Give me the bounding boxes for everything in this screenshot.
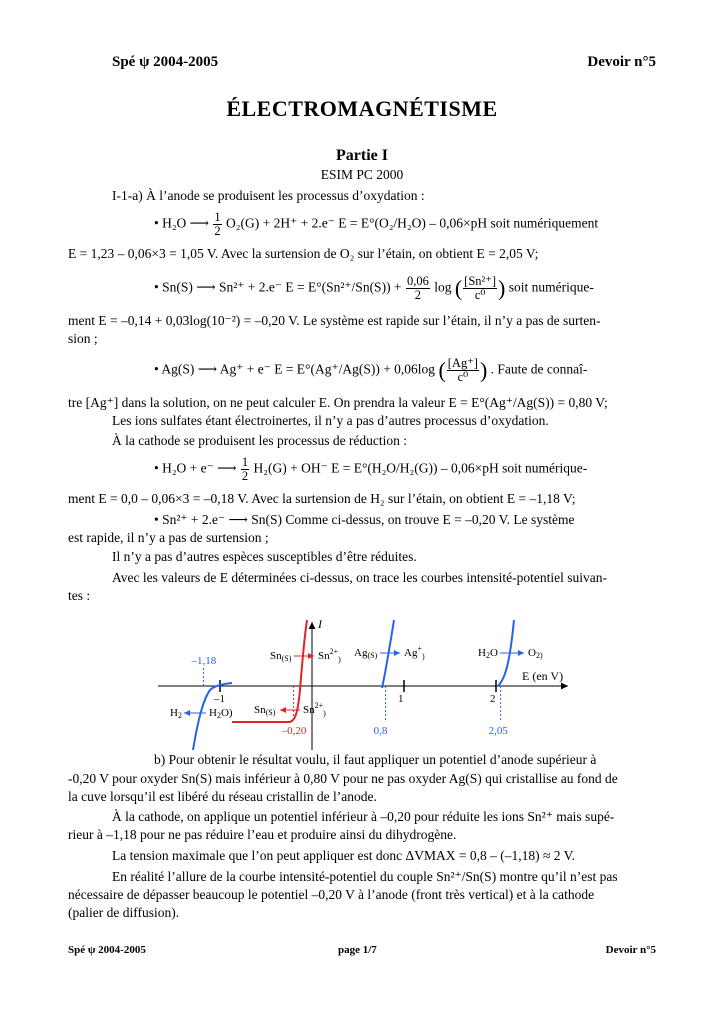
section-title: Partie I (336, 147, 388, 164)
text-line: En réalité l’allure de la courbe intensité-potentiel du couple Sn²⁺/Sn(S) montre qu’il n’est pas (112, 869, 618, 884)
text-line: rieur à –1,18 pour ne pas réduire l’eau et produire ainsi du dihydrogène. (68, 827, 457, 842)
equation-text: . Faute de connaî- (490, 361, 588, 377)
text-line: tes : (68, 588, 91, 603)
sn-anodic-right: $Sn^{2+}_)$ (318, 647, 341, 664)
footer-left: Spé ψ 2004-2005 (68, 944, 146, 956)
footer-right: Devoir n°5 (605, 944, 656, 956)
text-line: E = 1,23 – 0,06×3 = 1,05 V. Avec la surtension de O₂ sur l’étain, on obtient E = 2,05 V; (68, 246, 539, 261)
x-axis-label: E (en V) (522, 669, 564, 683)
text-line: (palier de diffusion). (68, 905, 180, 920)
header-right: Devoir n°5 (587, 54, 656, 70)
ticks (213, 680, 496, 705)
sn-anodic-left: Sn(S) (270, 650, 292, 663)
fraction: $\frac{[Ag^+]}{\text{c⁰}}$ (447, 356, 478, 384)
tick-label: 1 (398, 693, 404, 705)
document-title: ÉLECTROMAGNÉTISME (226, 96, 498, 121)
text-line: À la cathode se produisent les processus de réduction : (112, 433, 408, 448)
ag-right: $Ag^+_)$ (404, 644, 425, 661)
annotation-label: 2,05 (488, 725, 508, 737)
text-line: ment E = –0,14 + 0,03log(10⁻²) = –0,20 V. Le système est rapide sur l’étain, il n’y a pas de surten- (68, 313, 601, 328)
h2o-left: H2O (478, 647, 498, 660)
text-line: Les ions sulfates étant électroinertes, il n’y a pas d’autres processus d’oxydation. (112, 413, 549, 428)
text-line: Il n’y a pas d’autres espèces susceptibles d’être réduites. (112, 549, 417, 564)
annotation-label: 0,8 (373, 725, 388, 737)
section-source: ESIM PC 2000 (320, 167, 404, 182)
page-number: page 1/7 (338, 944, 377, 956)
equation-text: log (434, 279, 452, 295)
equation-text: • Sn(S) ⟶ Sn²⁺ + 2.e⁻ E = E°(Sn²⁺/Sn(S)) + (154, 279, 402, 295)
equation-text: • H₂O ⟶ (154, 215, 210, 231)
y-axis-label: I (318, 617, 322, 631)
equation-line: • Sn(S) ⟶ Sn²⁺ + 2.e⁻ E = E°(Sn²⁺/Sn(S)) + $\frac{0,06}{2}$ log ( $\frac{\text{[Sn²⁺]}}{\text{c⁰}}$ ) soit numérique- (154, 274, 594, 302)
text-line: est rapide, il n’y a pas de surtension ; (68, 530, 269, 545)
annotations (190, 655, 508, 737)
text-line: La tension maximale que l’on peut appliquer est donc ΔVMAX = 0,8 – (–1,18) ≈ 2 V. (112, 848, 576, 863)
fraction: $\frac{1}{2}$ (214, 210, 221, 238)
sn-curve (232, 620, 307, 722)
sn-cathodic-left: Sn(S) (254, 704, 276, 717)
text-line: sion ; (68, 331, 98, 346)
text-line: À la cathode, on applique un potentiel inférieur à –0,20 pour réduite les ions Sn²⁺ mais supé- (112, 809, 615, 824)
tick-label: 2 (490, 693, 496, 705)
text-line: Avec les valeurs de E déterminées ci-dessus, on trace les courbes intensité-potentiel suivan- (112, 570, 607, 585)
equation-line (154, 211, 598, 238)
o2-right: O2) (528, 647, 543, 660)
equation-text: soit numérique- (508, 279, 594, 295)
text-line: b) Pour obtenir le résultat voulu, il faut appliquer un potentiel d’anode supérieur à (154, 752, 597, 767)
text-line: nécessaire de dépasser beaucoup le potentiel –0,20 V à l’anode (front très vertical) et à la cathode (68, 887, 595, 902)
text-line: I-1-a) À l’anode se produisent les processus d’oxydation : (112, 188, 425, 203)
header-left: Spé ψ 2004-2005 (112, 54, 219, 70)
fraction: $\frac{0,06}{2}$ (406, 274, 429, 302)
text-line: tre [Ag⁺] dans la solution, on ne peut calculer E. On prendra la valeur E = E°(Ag⁺/Ag(S)) = 0,80 V; (68, 395, 608, 410)
text-line: la cuve lorsqu’il est libéré du réseau cristallin de l’anode. (68, 789, 377, 804)
ag-left: Ag(S) (354, 647, 378, 660)
annotation-label: –0,20 (281, 725, 307, 737)
equation-text: O₂(G) + 2H⁺ + 2.e⁻ E = E°(O₂/H₂O) – 0,06×pH soit numériquement (226, 215, 599, 231)
h2-left: H2 (170, 707, 182, 720)
tick-label: –1 (214, 693, 225, 705)
h2o-right: H2O) (209, 707, 233, 720)
equation-text: H₂(G) + OH⁻ E = E°(H₂O/H₂(G)) – 0,06×pH soit numérique- (253, 460, 588, 476)
text-line: -0,20 V pour oxyder Sn(S) mais inférieur à 0,80 V pour ne pas oxyder Ag(S) qui cristallise au fond de (68, 771, 618, 786)
intensity-potential-chart (0, 610, 724, 760)
ag-curve (382, 620, 394, 688)
equation-line (154, 456, 587, 483)
fraction: $\frac{1}{2}$ (241, 455, 249, 483)
equation-line: • Ag(S) ⟶ Ag⁺ + e⁻ E = E°(Ag⁺/Ag(S)) + 0,06log ( $\frac{[Ag^+]}{\text{c⁰}}$ ) . Faute de connaî- (154, 356, 588, 384)
sn-cathodic-right: $Sn^{2+}_)$ (303, 701, 326, 718)
annotation-label: –1,18 (191, 655, 217, 667)
text-line: • Sn²⁺ + 2.e⁻ ⟶ Sn(S) Comme ci-dessus, on trouve E = –0,20 V. Le système (154, 512, 575, 527)
equation-text: • H₂O + e⁻ ⟶ (154, 460, 237, 476)
equation-text: • Ag(S) ⟶ Ag⁺ + e⁻ E = E°(Ag⁺/Ag(S)) + 0,06log (154, 361, 436, 377)
fraction: $\frac{\text{[Sn²⁺]}}{\text{c⁰}}$ (464, 274, 497, 302)
text-line: ment E = 0,0 – 0,06×3 = –0,18 V. Avec la surtension de H₂ sur l’étain, on obtient E = –1,18 V; (68, 491, 576, 506)
